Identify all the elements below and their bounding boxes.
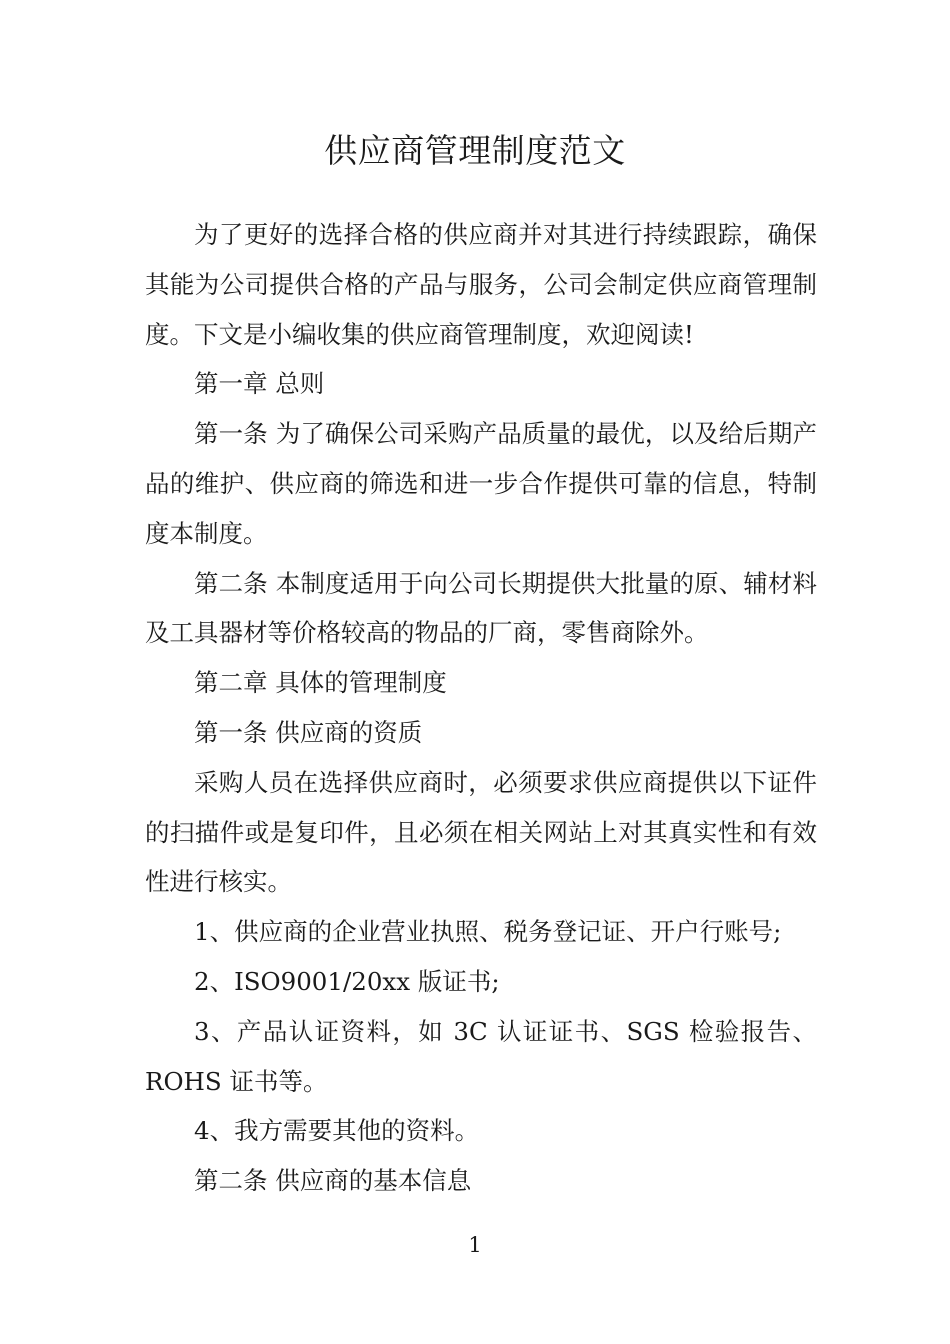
document-title: 供应商管理制度范文 bbox=[324, 131, 626, 170]
article-heading: 第二条 供应商的基本信息 bbox=[194, 1166, 472, 1196]
chapter-heading: 第二章 具体的管理制度 bbox=[194, 668, 447, 698]
article-paragraph: 第二条 本制度适用于向公司长期提供大批量的原、辅材料及工具器材等价格较高的物品的厂商，零售商除外。 bbox=[145, 568, 817, 648]
list-item: 3、产品认证资料，如 3C 认证证书、SGS 检验报告、ROHS 证书等。 bbox=[145, 1016, 817, 1096]
chapter-heading: 第一章 总则 bbox=[194, 369, 325, 399]
document-body bbox=[145, 210, 817, 1206]
article-paragraph: 第一条 为了确保公司采购产品质量的最优，以及给后期产品的维护、供应商的筛选和进一步合作提供可靠的信息，特制度本制度。 bbox=[145, 419, 817, 548]
list-item: 2、ISO9001/20xx 版证书; bbox=[194, 966, 500, 996]
intro-paragraph: 为了更好的选择合格的供应商并对其进行持续跟踪，确保其能为公司提供合格的产品与服务，公司会制定供应商管理制度。下文是小编收集的供应商管理制度，欢迎阅读! bbox=[145, 220, 817, 349]
body-paragraph: 采购人员在选择供应商时，必须要求供应商提供以下证件的扫描件或是复印件，且必须在相关网站上对其真实性和有效性进行核实。 bbox=[145, 767, 817, 897]
list-item: 4、我方需要其他的资料。 bbox=[194, 1116, 480, 1146]
article-heading: 第一条 供应商的资质 bbox=[194, 717, 423, 747]
list-item: 1、供应商的企业营业执照、税务登记证、开户行账号; bbox=[194, 917, 782, 947]
page-number: 1 bbox=[468, 1233, 482, 1257]
